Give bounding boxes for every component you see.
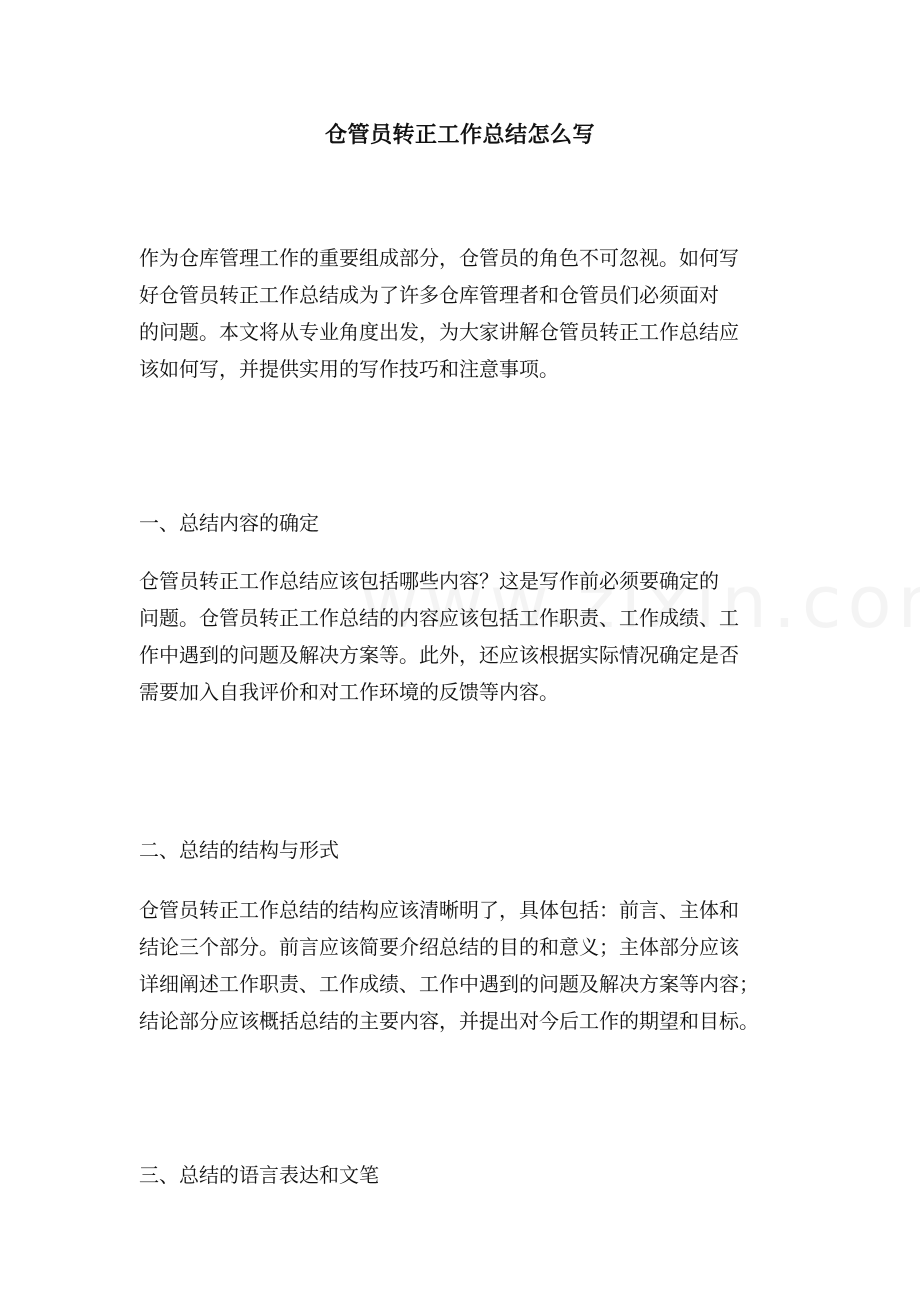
section-2-paragraph xyxy=(139,892,789,1040)
paragraph-line: 的问题。本文将从专业角度出发，为大家讲解仓管员转正工作总结应 xyxy=(139,320,739,344)
paragraph-line: 问题。仓管员转正工作总结的内容应该包括工作职责、工作成绩、工 xyxy=(139,606,739,630)
section-1-paragraph xyxy=(139,563,789,711)
paragraph-line: 作为仓库管理工作的重要组成部分，仓管员的角色不可忽视。如何写 xyxy=(139,246,739,270)
intro-paragraph xyxy=(139,240,789,388)
page-title: 仓管员转正工作总结怎么写 xyxy=(324,122,595,148)
paragraph-line: 结论三个部分。前言应该简要介绍总结的目的和意义；主体部分应该 xyxy=(139,935,739,959)
paragraph-line: 结论部分应该概括总结的主要内容，并提出对今后工作的期望和目标。 xyxy=(139,1009,759,1033)
paragraph-line: 详细阐述工作职责、工作成绩、工作中遇到的问题及解决方案等内容； xyxy=(139,972,759,996)
paragraph-line: 需要加入自我评价和对工作环境的反馈等内容。 xyxy=(139,680,559,704)
section-heading-1: 一、总结内容的确定 xyxy=(139,511,319,535)
paragraph-line: 仓管员转正工作总结应该包括哪些内容？这是写作前必须要确定的 xyxy=(139,569,719,593)
section-heading-3: 三、总结的语言表达和文笔 xyxy=(139,1163,379,1187)
paragraph-line: 好仓管员转正工作总结成为了许多仓库管理者和仓管员们必须面对 xyxy=(139,283,719,307)
paragraph-line: 该如何写，并提供实用的写作技巧和注意事项。 xyxy=(139,357,559,381)
paragraph-line: 作中遇到的问题及解决方案等。此外，还应该根据实际情况确定是否 xyxy=(139,643,739,667)
paragraph-line: 仓管员转正工作总结的结构应该清晰明了，具体包括：前言、主体和 xyxy=(139,898,739,922)
section-heading-2: 二、总结的结构与形式 xyxy=(139,838,339,862)
